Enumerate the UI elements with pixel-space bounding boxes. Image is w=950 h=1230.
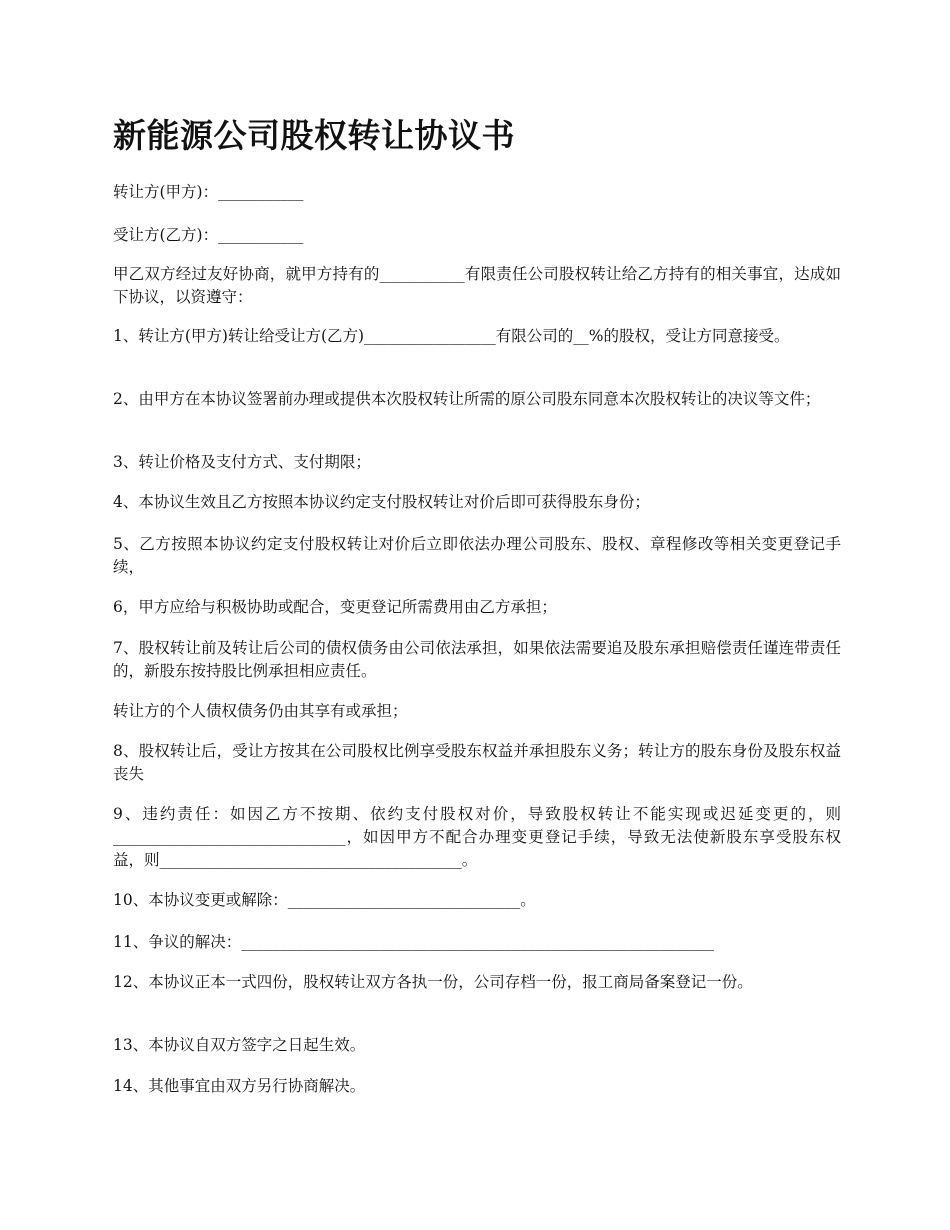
document-title: 新能源公司股权转让协议书	[113, 116, 515, 155]
clause-2: 2、由甲方在本协议签署前办理或提供本次股权转让所需的原公司股东同意本次股权转让的决议等文件；	[113, 390, 821, 408]
paragraph-preamble: 甲乙双方经过友好协商，就甲方持有的___________有限责任公司股权转让给乙方持有的相关事宜，达成如下协议，以资遵守：	[113, 265, 841, 306]
clause-8: 8、股权转让后，受让方按其在公司股权比例享受股东权益并承担股东义务；转让方的股东身份及股东权益丧失	[113, 742, 841, 783]
paragraph-transferor: 转让方(甲方)：___________	[113, 183, 304, 201]
clause-12: 12、本协议正本一式四份，股权转让双方各执一份，公司存档一份，报工商局备案登记一份。	[113, 973, 753, 991]
paragraph-personal-debt: 转让方的个人债权债务仍由其享有或承担；	[113, 702, 408, 720]
clause-7: 7、股权转让前及转让后公司的债权债务由公司依法承担，如果依法需要追及股东承担赔偿责任谨连带责任的，新股东按持股比例承担相应责任。	[113, 639, 841, 680]
clause-9: 9、违约责任：如因乙方不按期、依约支付股权对价，导致股权转让不能实现或迟延变更的，则______________________________，如因甲方不配合办理变更登记手续，导致无法使新股东享受股东权益，则_______________________________________。	[113, 805, 841, 869]
paragraph-transferee: 受让方(乙方)：___________	[113, 226, 304, 244]
clause-10: 10、本协议变更或解除：______________________________。	[113, 891, 536, 909]
clause-14: 14、其他事宜由双方另行协商解决。	[113, 1077, 366, 1095]
clause-11: 11、争议的解决：_____________________________________________________________	[113, 933, 714, 951]
clause-13: 13、本协议自双方签字之日起生效。	[113, 1036, 366, 1054]
clause-3: 3、转让价格及支付方式、支付期限；	[113, 453, 371, 471]
clause-5: 5、乙方按照本协议约定支付股权转让对价后立即依法办理公司股东、股权、章程修改等相关变更登记手续，	[113, 535, 841, 576]
clause-1: 1、转让方(甲方)转让给受让方(乙方)_________________有限公司的__%的股权，受让方同意接受。	[113, 327, 790, 345]
clause-4: 4、本协议生效且乙方按照本协议约定支付股权转让对价后即可获得股东身份；	[113, 493, 650, 511]
clause-6: 6，甲方应给与积极协助或配合，变更登记所需费用由乙方承担；	[113, 598, 557, 616]
